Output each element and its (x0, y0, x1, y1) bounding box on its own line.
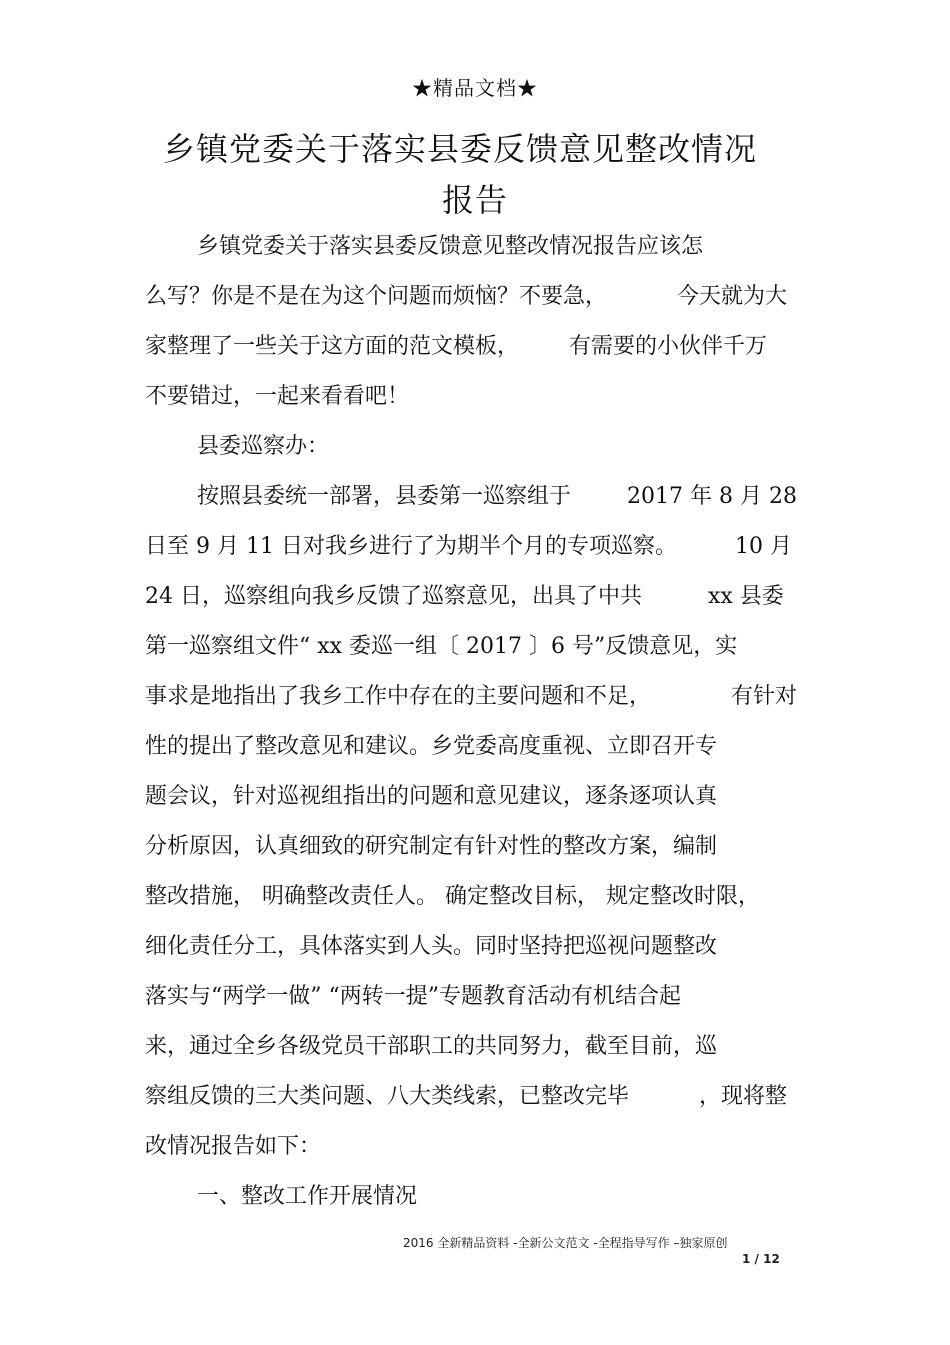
body-line: 整改措施， 明确整改责任人。 确定整改目标， 规定整改时限， (145, 884, 760, 909)
body-text: 10 月 (734, 534, 792, 559)
body-line (145, 329, 767, 360)
body-text: 日至 9 月 11 日对我乡进行了为期半个月的专项巡察。 (145, 534, 677, 559)
body-text: 24 日，巡察组向我乡反馈了巡察意见，出具了中共 (145, 584, 642, 609)
body-line: 性的提出了整改意见和建议。乡党委高度重视、立即召开专 (145, 734, 718, 759)
body-line (197, 479, 797, 510)
body-text: 有针对 (731, 684, 798, 709)
doc-title-line-2: 报告 (441, 181, 508, 219)
body-line: 落实与“两学一做” “两转一提”专题教育活动有机结合起 (145, 984, 681, 1009)
body-text: 察组反馈的三大类问题、八大类线索，已整改完毕 (145, 1084, 630, 1109)
body-line (145, 579, 784, 610)
body-text: 家整理了一些关于这方面的范文模板， (145, 334, 520, 359)
body-line (145, 1079, 787, 1110)
body-line (145, 279, 787, 310)
salutation: 县委巡察办： (197, 434, 330, 459)
body-text: ，现将整 (699, 1084, 788, 1109)
body-text: 事求是地指出了我乡工作中存在的主要问题和不足， (145, 684, 652, 709)
body-text: 有需要的小伙伴千万 (569, 334, 768, 359)
section-heading: 一、整改工作开展情况 (197, 1184, 418, 1209)
doc-title-line-1: 乡镇党委关于落实县委反馈意见整改情况 (162, 130, 757, 168)
body-text: 么写？你是不是在为这个问题而烦恼？不要急， (145, 284, 608, 309)
header-banner: ★精品文档★ (412, 76, 538, 100)
body-text: 按照县委统一部署，县委第一巡察组于 (197, 484, 572, 509)
body-line: 改情况报告如下： (145, 1134, 322, 1159)
body-text: xx 县委 (708, 584, 784, 609)
body-line: 分析原因，认真细致的研究制定有针对性的整改方案，编制 (145, 834, 718, 859)
page-number: 1 / 12 (742, 1252, 780, 1266)
body-line (145, 529, 792, 560)
footer-slogan: 2016 全新精品资料 -全新公文范文 -全程指导写作 –独家原创 (403, 1236, 728, 1250)
body-line: 不要错过，一起来看看吧！ (145, 384, 410, 409)
body-text: 今天就为大 (677, 284, 788, 309)
body-text: 2017 年 8 月 28 (627, 484, 797, 509)
body-line (145, 679, 797, 710)
body-line: 乡镇党委关于落实县委反馈意见整改情况报告应该怎 (197, 234, 704, 259)
body-line: 第一巡察组文件“ xx 委巡一组〔 2017 〕6 号”反馈意见，实 (145, 634, 738, 659)
body-line: 题会议，针对巡视组指出的问题和意见建议，逐条逐项认真 (145, 784, 718, 809)
body-line: 细化责任分工，具体落实到人头。同时坚持把巡视问题整改 (145, 934, 718, 959)
body-line: 来，通过全乡各级党员干部职工的共同努力，截至目前，巡 (145, 1034, 718, 1059)
